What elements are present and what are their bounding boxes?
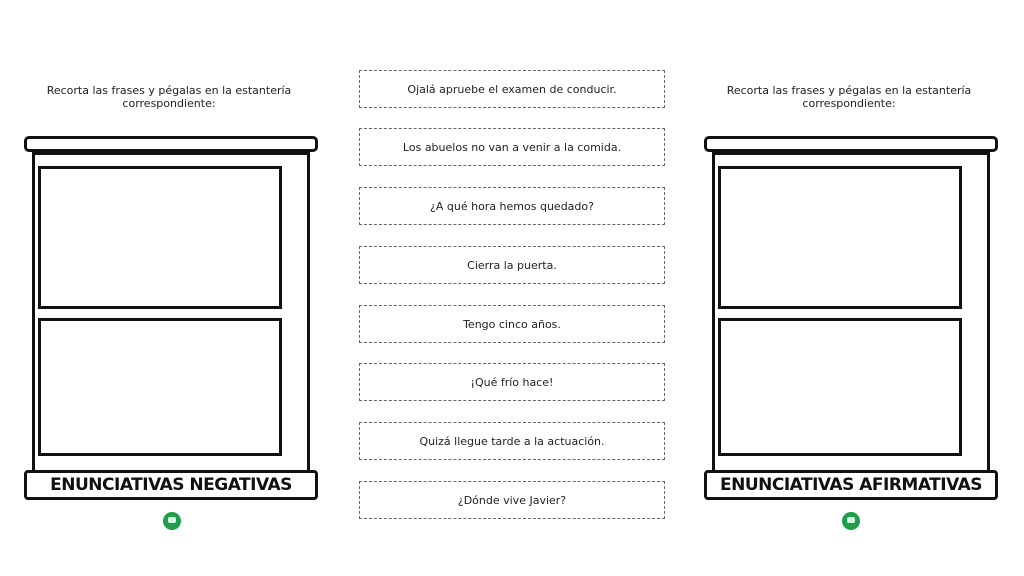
sentence-card[interactable]: Los abuelos no van a venir a la comida. [359, 128, 665, 166]
sentence-card[interactable]: Tengo cinco años. [359, 305, 665, 343]
shelf-lower-compartment [718, 318, 962, 456]
green-circle-logo-icon [842, 512, 860, 530]
right-instruction: Recorta las frases y pégalas en la estantería correspondiente: [726, 84, 972, 110]
sentence-card[interactable]: Quizá llegue tarde a la actuación. [359, 422, 665, 460]
sentence-card[interactable]: Ojalá apruebe el examen de conducir. [359, 70, 665, 108]
shelf-upper-compartment [38, 166, 282, 309]
left-instruction: Recorta las frases y pégalas en la estantería correspondiente: [46, 84, 292, 110]
right-bookshelf [704, 136, 998, 506]
sentence-card[interactable]: ¡Qué frío hace! [359, 363, 665, 401]
shelf-lower-compartment [38, 318, 282, 456]
sentence-card[interactable]: Cierra la puerta. [359, 246, 665, 284]
sentence-card[interactable]: ¿Dónde vive Javier? [359, 481, 665, 519]
shelf-top-board [24, 136, 318, 152]
shelf-label: ENUNCIATIVAS NEGATIVAS [24, 470, 318, 500]
shelf-upper-compartment [718, 166, 962, 309]
green-circle-logo-icon [163, 512, 181, 530]
shelf-top-board [704, 136, 998, 152]
sentence-card[interactable]: ¿A qué hora hemos quedado? [359, 187, 665, 225]
shelf-label: ENUNCIATIVAS AFIRMATIVAS [704, 470, 998, 500]
left-bookshelf [24, 136, 318, 506]
